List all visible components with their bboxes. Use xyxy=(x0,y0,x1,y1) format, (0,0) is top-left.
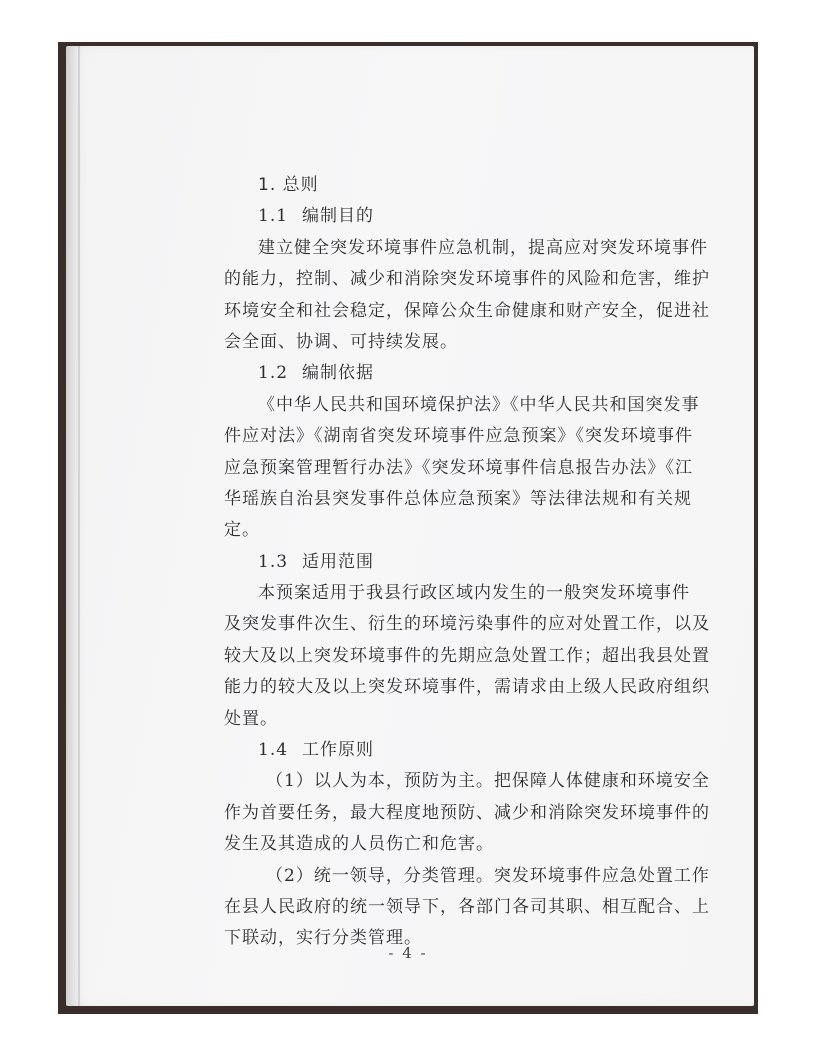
paragraph-line: 环境安全和社会稳定，保障公众生命健康和财产安全，促进社 xyxy=(224,300,710,321)
document-body xyxy=(224,170,724,955)
paragraph-line: 会全面、协调、可持续发展。 xyxy=(224,331,458,352)
section-title: 编制依据 xyxy=(302,363,375,384)
paragraph-line: 华瑶族自治县突发事件总体应急预案》等法律法规和有关规 xyxy=(224,488,692,509)
paragraph-line: 及突发事件次生、衍生的环境污染事件的应对处置工作，以及 xyxy=(224,614,710,635)
paragraph-line: 在县人民政府的统一领导下，各部门各司其职、相互配合、上 xyxy=(224,896,710,917)
paragraph-line: 下联动，实行分类管理。 xyxy=(224,928,422,949)
paragraph-line: 处置。 xyxy=(224,708,278,729)
paragraph-line: （1）以人为本，预防为主。把保障人体健康和环境安全 xyxy=(266,771,710,792)
section-title: 工作原则 xyxy=(302,740,375,761)
paragraph-line: 建立健全突发环境事件应急机制，提高应对突发环境事件 xyxy=(258,237,708,258)
paragraph-line: 作为首要任务，最大程度地预防、减少和消除突发环境事件的 xyxy=(224,802,710,823)
paragraph-line: 应急预案管理暂行办法》《突发环境事件信息报告办法》《江 xyxy=(224,457,693,478)
paragraph-line: 件应对法》《湖南省突发环境事件应急预案》《突发环境事件 xyxy=(224,426,693,447)
paragraph-line: 的能力，控制、减少和消除突发环境事件的风险和危害，维护 xyxy=(224,269,710,290)
chapter-heading: 1. 总则 xyxy=(258,175,319,195)
paragraph-line: 发生及其造成的人员伤亡和危害。 xyxy=(224,834,494,855)
paragraph-line: 《中华人民共和国环境保护法》《中华人民共和国突发事 xyxy=(258,394,700,415)
paragraph-line: 定。 xyxy=(224,520,260,541)
section-title: 适用范围 xyxy=(302,551,375,572)
section-heading-1-4 xyxy=(224,735,724,766)
section-title: 编制目的 xyxy=(302,206,375,227)
paragraph-line: （2）统一领导，分类管理。突发环境事件应急处置工作 xyxy=(266,865,710,886)
section-heading-1-1 xyxy=(224,201,724,232)
paragraph-line: 本预案适用于我县行政区域内发生的一般突发环境事件 xyxy=(258,583,690,604)
page-number: - 4 - xyxy=(388,944,428,962)
section-heading-1-3 xyxy=(224,547,724,578)
paragraph-line: 能力的较大及以上突发环境事件，需请求由上级人民政府组织 xyxy=(224,677,710,698)
section-number: 1.3 xyxy=(258,551,289,572)
section-number: 1.4 xyxy=(258,740,289,761)
paragraph-line: 较大及以上突发环境事件的先期应急处置工作；超出我县处置 xyxy=(224,645,710,666)
section-number: 1.2 xyxy=(258,363,289,384)
paper-fold-edge xyxy=(78,46,80,1006)
section-heading-1-2 xyxy=(224,358,724,389)
section-number: 1.1 xyxy=(258,206,289,227)
